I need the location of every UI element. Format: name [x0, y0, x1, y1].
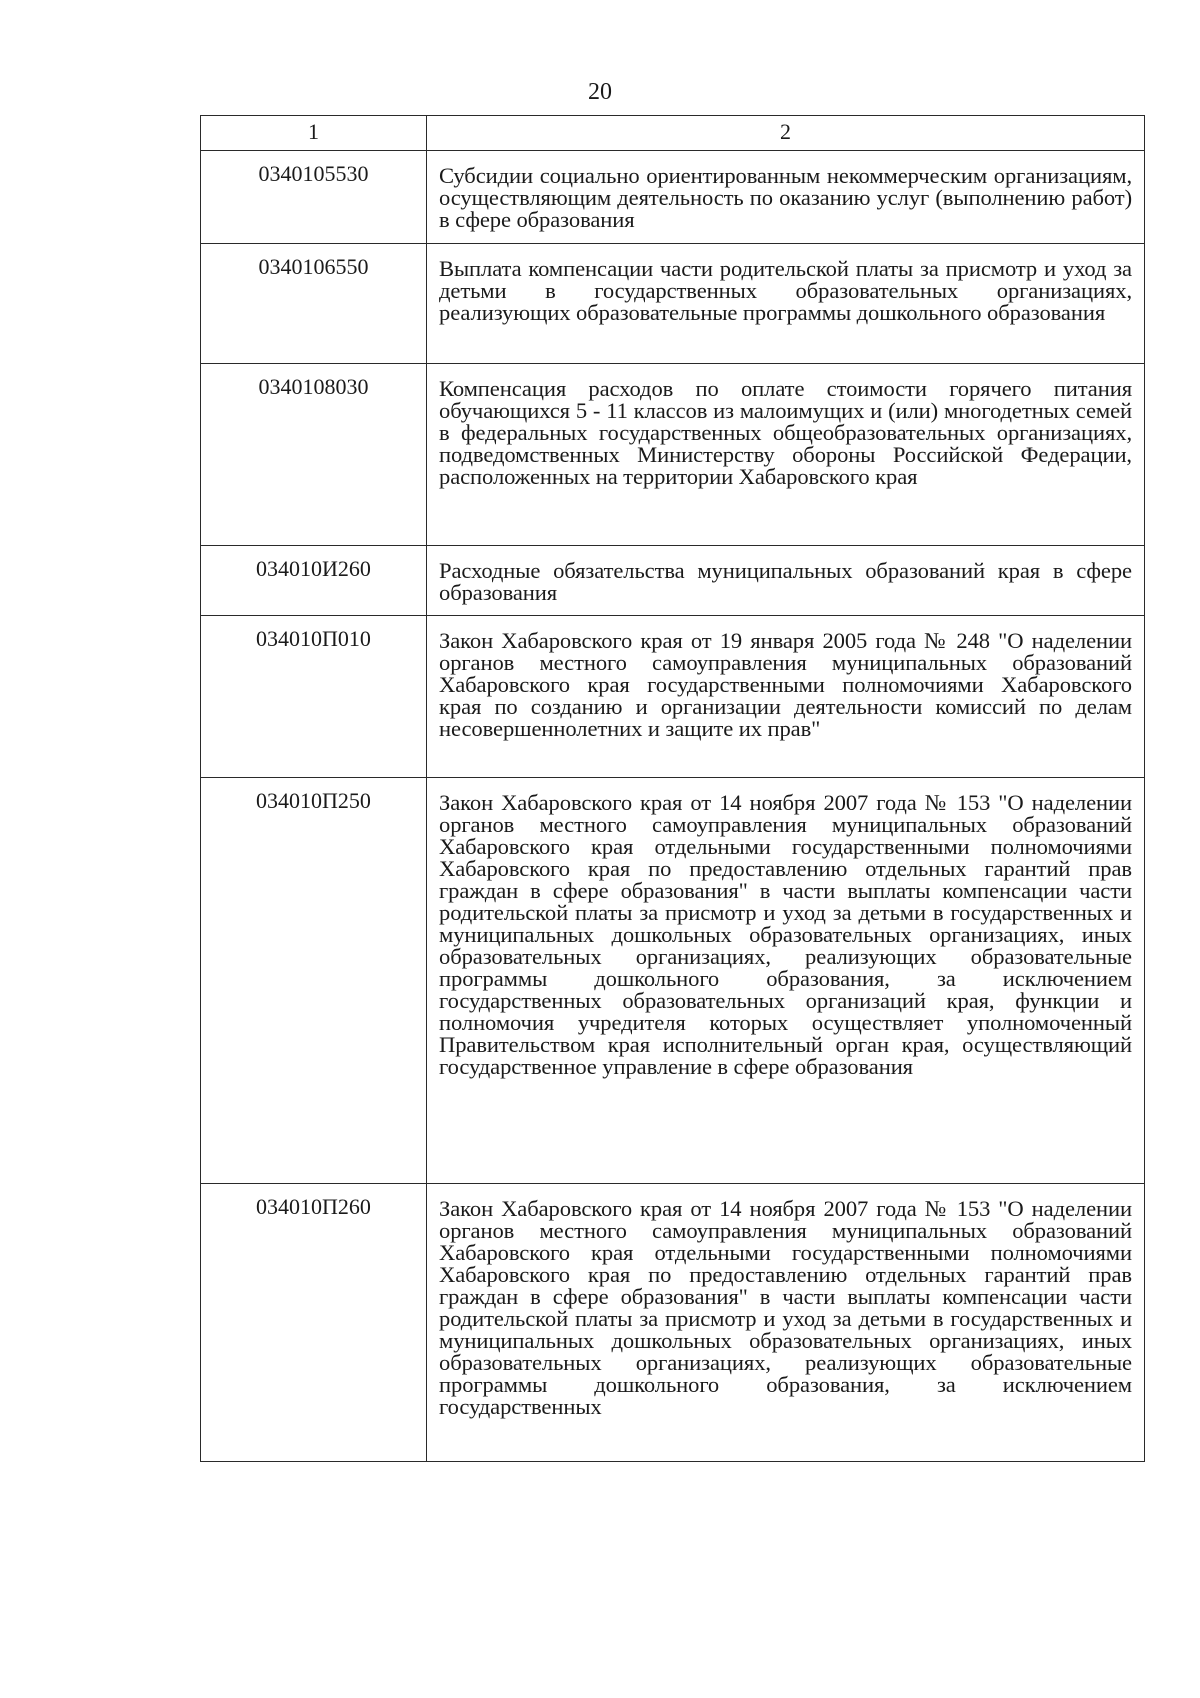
row-description: Закон Хабаровского края от 19 января 2005 года № 248 "О наделении органов местного самоуправления муниципальных образований Хабаровского края государственными полномочиями Хабаровского края по созданию и организации деятельности комиссий по делам несовершеннолетних и защите их прав"	[427, 616, 1145, 778]
page-number: 20	[588, 79, 612, 105]
table-row	[201, 364, 1145, 546]
table-row	[201, 616, 1145, 778]
row-description: Расходные обязательства муниципальных образований края в сфере образования	[427, 546, 1145, 616]
row-description: Закон Хабаровского края от 14 ноября 2007 года № 153 "О наделении органов местного самоуправления муниципальных образований Хабаровского края отдельными государственными полномочиями Хабаровского края по предоставлению отдельных гарантий прав граждан в сфере образования" в части выплаты компенсации части родительской платы за присмотр и уход за детьми в государственных и муниципальных дошкольных образовательных организациях, иных образовательных организациях, реализующих образовательные программы дошкольного образования, за исключением государственных образовательных организаций края, функции и полномочия учредителя которых осуществляет уполномоченный Правительством края исполнительный орган края, осуществляющий государственное управление в сфере образования	[427, 778, 1145, 1184]
row-description: Закон Хабаровского края от 14 ноября 2007 года № 153 "О наделении органов местного самоуправления муниципальных образований Хабаровского края отдельными государственными полномочиями Хабаровского края по предоставлению отдельных гарантий прав граждан в сфере образования" в части выплаты компенсации части родительской платы за присмотр и уход за детьми в государственных и муниципальных дошкольных образовательных организациях, иных образовательных организациях, реализующих образовательные программы дошкольного образования, за исключением государственных	[427, 1184, 1145, 1462]
table-row	[201, 244, 1145, 364]
column-header-code: 1	[201, 116, 427, 151]
table-row	[201, 778, 1145, 1184]
row-code: 034010П010	[201, 616, 427, 778]
row-code: 034010И260	[201, 546, 427, 616]
row-code: 0340105530	[201, 151, 427, 244]
row-code: 0340106550	[201, 244, 427, 364]
budget-classification-table	[200, 115, 1145, 1462]
row-description: Компенсация расходов по оплате стоимости горячего питания обучающихся 5 - 11 классов из малоимущих и (или) многодетных семей в федеральных государственных общеобразовательных организациях, подведомственных Министерству обороны Российской Федерации, расположенных на территории Хабаровского края	[427, 364, 1145, 546]
column-header-description: 2	[427, 116, 1145, 151]
row-description: Субсидии социально ориентированным некоммерческим организациям, осуществляющим деятельность по оказанию услуг (выполнению работ) в сфере образования	[427, 151, 1145, 244]
table-row	[201, 151, 1145, 244]
row-code: 034010П250	[201, 778, 427, 1184]
table-row	[201, 546, 1145, 616]
row-code: 034010П260	[201, 1184, 427, 1462]
table-row	[201, 1184, 1145, 1462]
row-code: 0340108030	[201, 364, 427, 546]
row-description: Выплата компенсации части родительской платы за присмотр и уход за детьми в государственных образовательных организациях, реализующих образовательные программы дошкольного образования	[427, 244, 1145, 364]
table-header-row	[201, 116, 1145, 151]
